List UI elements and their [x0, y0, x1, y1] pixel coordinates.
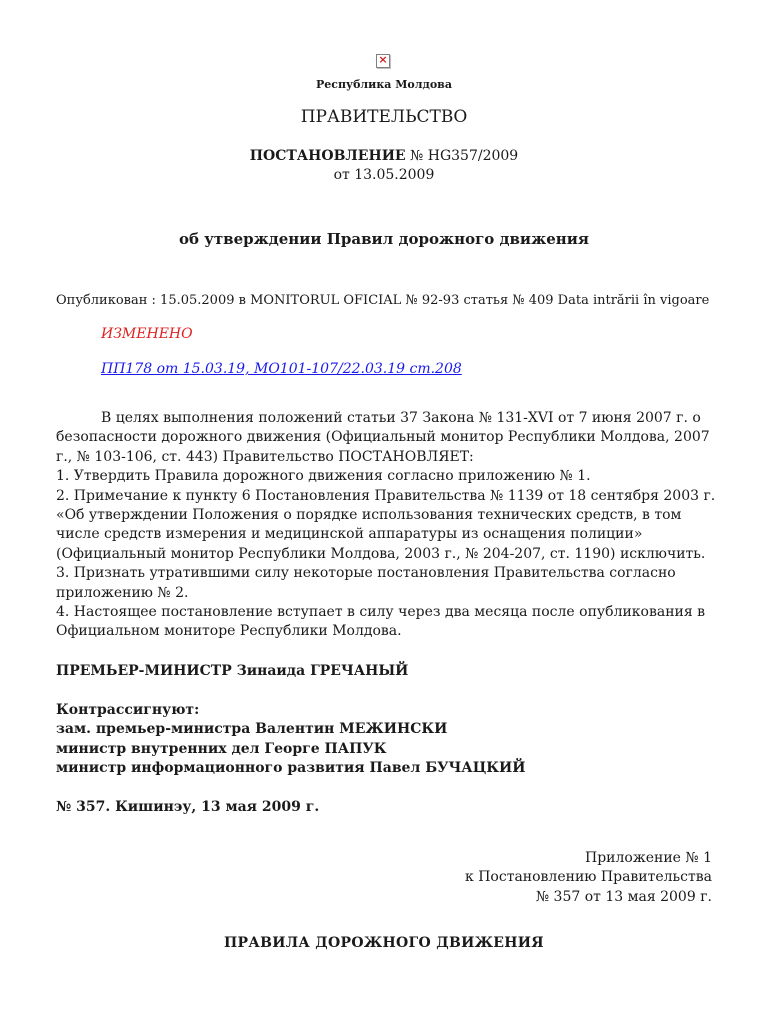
appendix-line: № 357 от 13 мая 2009 г.	[535, 888, 712, 905]
decree-subject: об утверждении Правил дорожного движения	[179, 230, 589, 248]
government-heading: ПРАВИТЕЛЬСТВО	[300, 107, 468, 127]
body-line: 1. Утвердить Правила дорожного движения согласно приложению № 1.	[56, 468, 591, 485]
decree-body	[56, 409, 716, 642]
decree-title	[0, 148, 768, 164]
body-line: В целях выполнения положений статьи 37 Закона № 131-XVI от 7 июня 2007 г. о	[101, 410, 701, 426]
decree-date: от 13.05.2009	[333, 167, 435, 183]
countersigner: министр информационного развития Павел БУЧАЦКИЙ	[56, 760, 526, 777]
body-line: г., № 103-106, ст. 443) Правительство ПОСТАНОВЛЯЕТ:	[56, 448, 474, 465]
body-line: 3. Признать утратившими силу некоторые постановления Правительства согласно	[56, 565, 676, 582]
body-line: числе средств измерения и медицинской аппаратуры из оснащения полиции»	[56, 526, 643, 543]
broken-image-x-mark: ×	[378, 53, 388, 66]
decree-signoff: № 357. Кишинэу, 13 мая 2009 г.	[56, 799, 320, 815]
body-line: Официальном мониторе Республики Молдова.	[56, 623, 402, 640]
countersign-block	[56, 701, 525, 779]
decree-number: № HG357/2009	[405, 148, 519, 164]
body-line: 4. Настоящее постановление вступает в силу через два месяца после опубликования в	[56, 604, 706, 621]
rules-title: ПРАВИЛА ДОРОЖНОГО ДВИЖЕНИЯ	[224, 935, 544, 951]
appendix-reference	[465, 849, 712, 907]
body-line: безопасности дорожного движения (Официальный монитор Республики Молдова, 2007	[56, 429, 710, 446]
appendix-line: к Постановлению Правительства	[465, 869, 712, 886]
body-line: «Об утверждении Положения о порядке использования технических средств, в том	[56, 507, 682, 524]
body-line: (Официальный монитор Республики Молдова, 2003 г., № 204-207, ст. 1190) исключить.	[56, 545, 706, 562]
prime-minister-signature: ПРЕМЬЕР-МИНИСТР Зинаида ГРЕЧАНЫЙ	[56, 663, 409, 679]
amendment-link[interactable]: ПП178 от 15.03.19, MO101-107/22.03.19 ст.208	[101, 361, 462, 377]
body-line: 2. Примечание к пункту 6 Постановления Правительства № 1139 от 18 сентября 2003 г.	[56, 487, 716, 504]
publication-info: Опубликован : 15.05.2009 в MONITORUL OFICIAL № 92-93 статья № 409 Data intrării în vigoare	[56, 293, 710, 308]
body-line: приложению № 2.	[56, 584, 189, 601]
countersigner: министр внутренних дел Георге ПАПУК	[56, 740, 387, 757]
broken-image-icon	[376, 54, 390, 68]
republic-name: Республика Молдова	[316, 78, 452, 91]
appendix-line: Приложение № 1	[585, 850, 712, 866]
countersigned-label: Контрассигнуют:	[56, 702, 200, 718]
decree-label: ПОСТАНОВЛЕНИЕ	[249, 148, 406, 164]
changed-label: ИЗМЕНЕНО	[101, 326, 193, 342]
countersigner: зам. премьер-министра Валентин МЕЖИНСКИ	[56, 721, 448, 738]
